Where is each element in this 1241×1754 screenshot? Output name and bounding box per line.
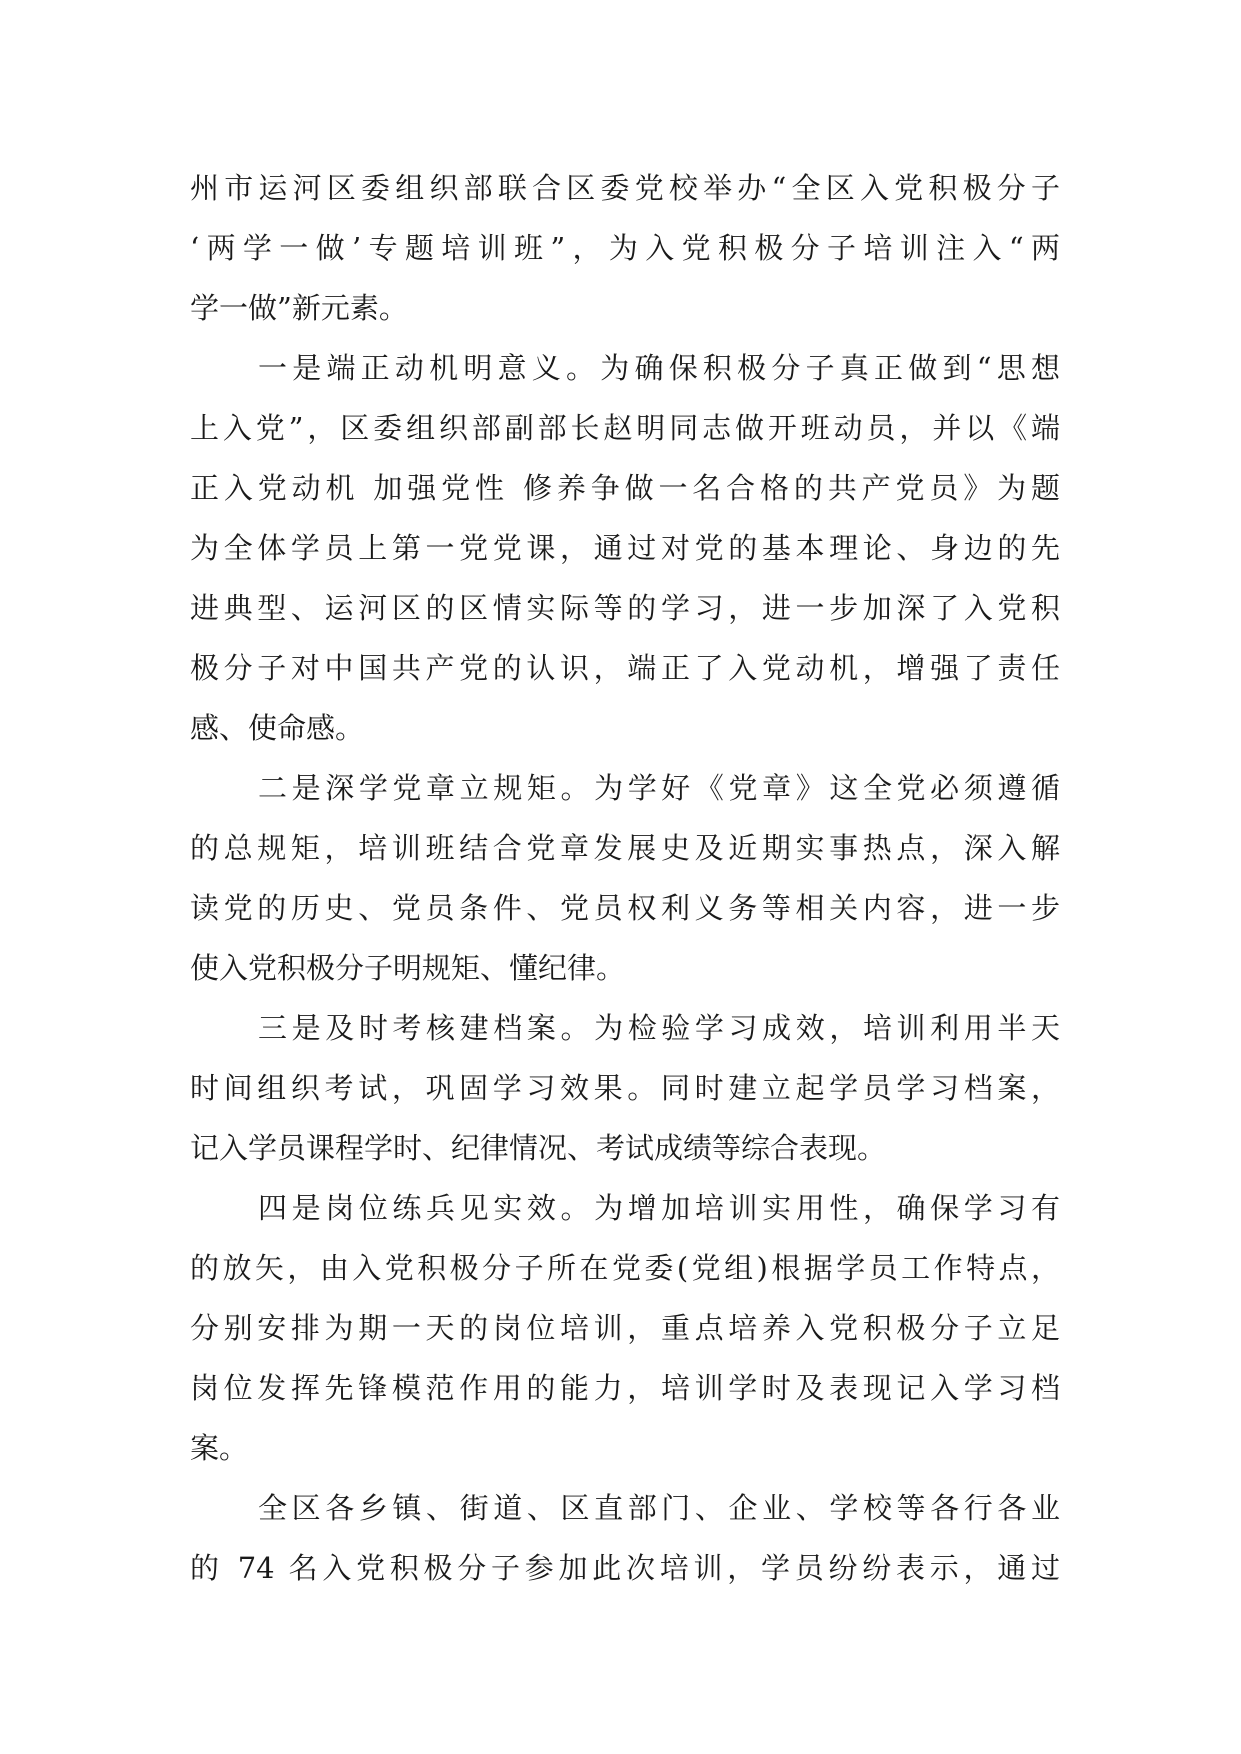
- text-line: 州市运河区委组织部联合区委党校举办“全区入党积极分子: [190, 171, 1060, 205]
- text-line: 读党的历史、党员条件、党员权利义务等相关内容，进一步: [190, 891, 1060, 925]
- text-line: 的 74 名入党积极分子参加此次培训，学员纷纷表示，通过: [190, 1551, 1060, 1585]
- text-line: 学一做”新元素。: [190, 291, 408, 325]
- text-line: 三是及时考核建档案。为检验学习成效，培训利用半天: [258, 1011, 1060, 1045]
- text-line: 感、使命感。: [190, 711, 365, 745]
- text-line: 极分子对中国共产党的认识，端正了入党动机，增强了责任: [190, 651, 1060, 685]
- text-line: 岗位发挥先锋模范作用的能力，培训学时及表现记入学习档: [190, 1371, 1060, 1405]
- document-body: [190, 158, 1060, 1598]
- text-line: 记入学员课程学时、纪律情况、考试成绩等综合表现。: [190, 1131, 887, 1165]
- text-line: 四是岗位练兵见实效。为增加培训实用性，确保学习有: [258, 1191, 1060, 1225]
- paragraph-party-constitution: [190, 758, 1060, 998]
- paragraph-participants: [190, 1478, 1060, 1598]
- text-line: 进典型、运河区的区情实际等的学习，进一步加深了入党积: [190, 591, 1060, 625]
- text-line: 的总规矩，培训班结合党章发展史及近期实事热点，深入解: [190, 831, 1060, 865]
- text-line: 案。: [190, 1431, 249, 1465]
- text-line: 使入党积极分子明规矩、懂纪律。: [190, 951, 626, 985]
- text-line: 正入党动机 加强党性 修养争做一名合格的共产党员》为题: [190, 471, 1060, 505]
- text-line: 分别安排为期一天的岗位培训，重点培养入党积极分子立足: [190, 1311, 1060, 1345]
- paragraph-motivation: [190, 338, 1060, 758]
- text-line: 全区各乡镇、街道、区直部门、企业、学校等各行各业: [258, 1491, 1060, 1525]
- text-line: 为全体学员上第一党党课，通过对党的基本理论、身边的先: [190, 531, 1060, 565]
- text-line: ‘两学一做’专题培训班”，为入党积极分子培训注入“两: [190, 231, 1060, 265]
- text-line: 的放矢，由入党积极分子所在党委(党组)根据学员工作特点，: [190, 1251, 1060, 1285]
- text-line: 时间组织考试，巩固学习效果。同时建立起学员学习档案，: [190, 1071, 1060, 1105]
- text-line: 上入党”，区委组织部副部长赵明同志做开班动员，并以《端: [190, 411, 1060, 445]
- paragraph-assessment: [190, 998, 1060, 1178]
- text-line: 二是深学党章立规矩。为学好《党章》这全党必须遵循: [258, 771, 1060, 805]
- text-line: 一是端正动机明意义。为确保积极分子真正做到“思想: [258, 351, 1060, 385]
- paragraph-intro: [190, 158, 1060, 338]
- paragraph-job-training: [190, 1178, 1060, 1478]
